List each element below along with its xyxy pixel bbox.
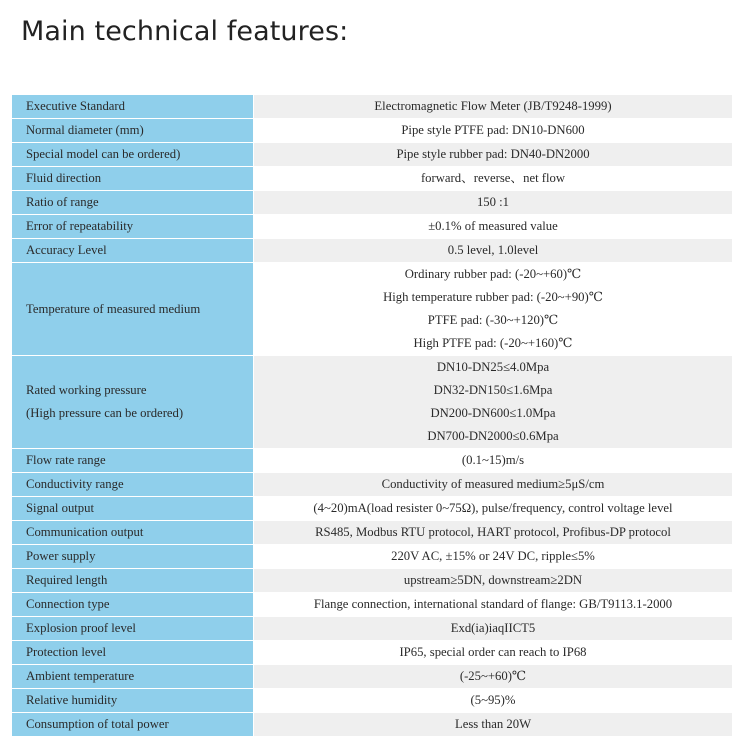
spec-label: Fluid direction	[26, 171, 102, 185]
spec-value: (-25~+60)℃	[459, 669, 527, 683]
spec-value: Flange connection, international standard of flange: GB/T9113.1-2000	[313, 597, 673, 611]
spec-label: Required length	[26, 573, 108, 587]
spec-value: ±0.1% of measured value	[428, 219, 558, 233]
spec-label-cell	[12, 263, 254, 356]
spec-label-cell	[12, 356, 254, 449]
spec-label: Explosion proof level	[26, 621, 136, 635]
table-row	[12, 215, 732, 239]
table-row	[12, 356, 732, 449]
spec-value-cell	[254, 641, 733, 665]
specifications-table	[12, 95, 732, 737]
spec-value-cell	[254, 713, 733, 737]
spec-value: Exd(ia)iaqIICT5	[450, 621, 536, 635]
table-row	[12, 497, 732, 521]
spec-value: (5~95)%	[470, 693, 516, 707]
spec-value: IP65, special order can reach to IP68	[399, 645, 587, 659]
table-row	[12, 119, 732, 143]
spec-value: forward、reverse、net flow	[420, 171, 566, 185]
spec-value: DN200-DN600≤1.0Mpa	[430, 406, 556, 420]
spec-label-cell	[12, 545, 254, 569]
spec-label: Temperature of measured medium	[26, 301, 201, 316]
spec-value: DN700-DN2000≤0.6Mpa	[427, 429, 559, 443]
spec-value-cell	[254, 497, 733, 521]
table-row	[12, 167, 732, 191]
spec-label-cell	[12, 641, 254, 665]
table-row	[12, 239, 732, 263]
table-row	[12, 449, 732, 473]
table-row	[12, 191, 732, 215]
table-row	[12, 95, 732, 119]
spec-label: Signal output	[26, 501, 95, 515]
table-row	[12, 143, 732, 167]
spec-value-cell	[254, 95, 733, 119]
table-row	[12, 713, 732, 737]
table-row	[12, 569, 732, 593]
spec-value-cell	[254, 593, 733, 617]
spec-label-cell	[12, 497, 254, 521]
spec-label: Consumption of total power	[26, 717, 169, 731]
spec-label: Relative humidity	[26, 693, 118, 707]
spec-value-cell	[254, 473, 733, 497]
spec-label: Executive Standard	[26, 99, 125, 113]
spec-label-cell	[12, 521, 254, 545]
spec-value: PTFE pad: (-30~+120)℃	[427, 313, 559, 327]
spec-label-cell	[12, 119, 254, 143]
spec-label: Ambient temperature	[26, 669, 135, 683]
spec-value-cell	[254, 521, 733, 545]
spec-value: (0.1~15)m/s	[461, 453, 525, 467]
table-row	[12, 521, 732, 545]
spec-label: Protection level	[26, 645, 106, 659]
spec-label-cell	[12, 569, 254, 593]
spec-value-cell	[254, 215, 733, 239]
spec-label: Connection type	[26, 597, 110, 611]
table-row	[12, 665, 732, 689]
table-row	[12, 689, 732, 713]
spec-value: Electromagnetic Flow Meter (JB/T9248-1999)	[374, 99, 612, 113]
spec-value: High PTFE pad: (-20~+160)℃	[413, 336, 573, 350]
spec-label-cell	[12, 239, 254, 263]
spec-label: Communication output	[26, 525, 144, 539]
spec-label-cell	[12, 617, 254, 641]
spec-value: Pipe style rubber pad: DN40-DN2000	[396, 147, 590, 161]
spec-value-cell	[254, 617, 733, 641]
spec-value-cell	[254, 449, 733, 473]
spec-value-cell	[254, 263, 733, 356]
spec-label-cell	[12, 167, 254, 191]
spec-label-cell	[12, 215, 254, 239]
table-row	[12, 641, 732, 665]
spec-value: High temperature rubber pad: (-20~+90)℃	[383, 290, 603, 304]
spec-label: Accuracy Level	[26, 243, 107, 257]
table-row	[12, 593, 732, 617]
spec-label: Flow rate range	[26, 453, 106, 467]
table-row	[12, 473, 732, 497]
spec-value-cell	[254, 143, 733, 167]
spec-value: Ordinary rubber pad: (-20~+60)℃	[404, 267, 582, 281]
spec-value: (4~20)mA(load resister 0~75Ω), pulse/frequency, control voltage level	[313, 501, 673, 515]
spec-value: 150 :1	[476, 195, 510, 209]
spec-value: 220V AC, ±15% or 24V DC, ripple≤5%	[391, 549, 595, 563]
spec-value: upstream≥5DN, downstream≥2DN	[403, 573, 583, 587]
spec-value: RS485, Modbus RTU protocol, HART protocol, Profibus-DP protocol	[315, 525, 671, 539]
spec-label-cell	[12, 689, 254, 713]
spec-value-cell	[254, 665, 733, 689]
spec-value: DN10-DN25≤4.0Mpa	[436, 360, 550, 374]
spec-label: Power supply	[26, 549, 96, 563]
spec-value-cell	[254, 191, 733, 215]
spec-value: 0.5 level, 1.0level	[447, 243, 539, 257]
spec-label: (High pressure can be ordered)	[26, 406, 184, 420]
spec-value-cell	[254, 167, 733, 191]
table-row	[12, 263, 732, 356]
spec-label: Ratio of range	[26, 195, 99, 209]
spec-value-cell	[254, 356, 733, 449]
table-row	[12, 617, 732, 641]
page-title: Main technical features:	[21, 16, 349, 47]
spec-label-cell	[12, 593, 254, 617]
spec-value-cell	[254, 119, 733, 143]
spec-label: Normal diameter (mm)	[26, 123, 144, 137]
spec-label: Rated working pressure	[26, 383, 147, 397]
spec-label: Conductivity range	[26, 477, 124, 491]
spec-label-cell	[12, 143, 254, 167]
spec-value-cell	[254, 569, 733, 593]
spec-value-cell	[254, 239, 733, 263]
spec-label-cell	[12, 665, 254, 689]
spec-label: Error of repeatability	[26, 219, 134, 233]
spec-value: Conductivity of measured medium≥5μS/cm	[381, 477, 605, 491]
spec-value-cell	[254, 545, 733, 569]
spec-label-cell	[12, 191, 254, 215]
spec-value: DN32-DN150≤1.6Mpa	[433, 383, 553, 397]
spec-label: Special model can be ordered)	[26, 147, 181, 161]
spec-label-cell	[12, 713, 254, 737]
spec-label-cell	[12, 95, 254, 119]
spec-label-cell	[12, 473, 254, 497]
table-row	[12, 545, 732, 569]
spec-value-cell	[254, 689, 733, 713]
spec-value: Pipe style PTFE pad: DN10-DN600	[401, 123, 585, 137]
spec-label-cell	[12, 449, 254, 473]
spec-value: Less than 20W	[454, 717, 532, 731]
